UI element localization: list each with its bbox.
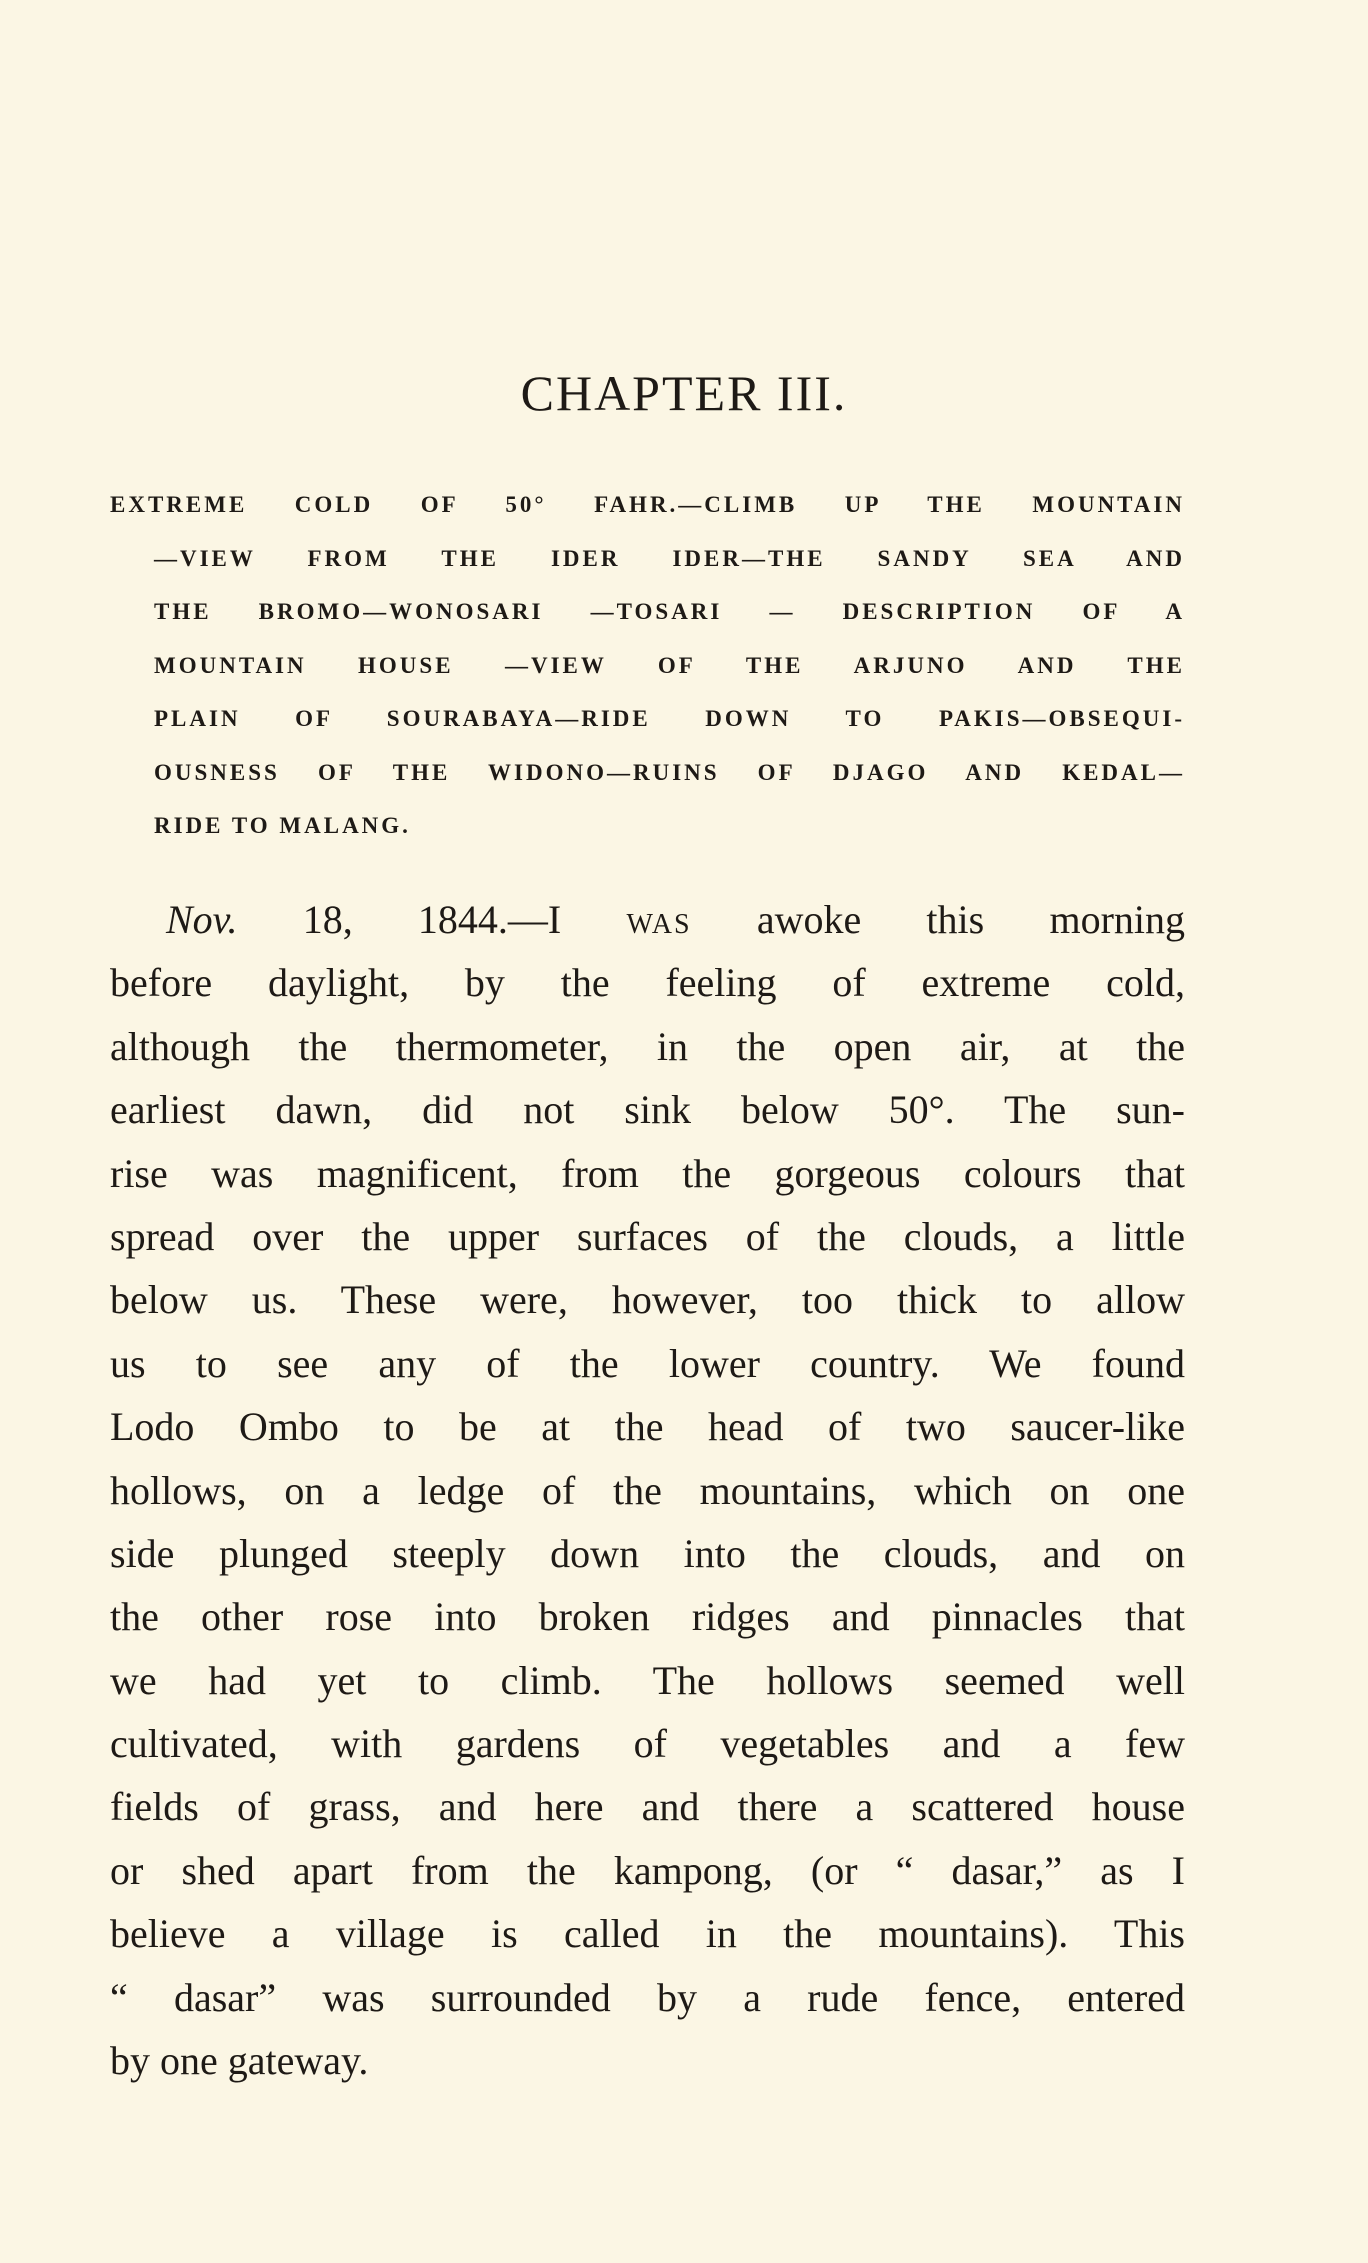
body-line: although the thermometer, in the open air, at the [110,1023,1185,1069]
entry-date: Nov. [166,897,238,942]
summary-line: THE BROMO—WONOSARI —TOSARI — DESCRIPTION OF A [154,599,1185,624]
first-line-tail: awoke this morning [691,897,1185,942]
summary-line: RIDE TO MALANG. [154,813,411,838]
body-line: by one gateway. [110,2038,369,2084]
summary-line: —VIEW FROM THE IDER IDER—THE SANDY SEA AND [154,545,1185,571]
chapter-summary [110,478,1185,853]
body-paragraph [110,888,1185,2092]
summary-line: OUSNESS OF THE WIDONO—RUINS OF DJAGO AND KEDAL— [154,759,1185,785]
body-line: rise was magnificent, from the gorgeous colours that [110,1150,1185,1196]
body-line: believe a village is called in the mountains). This [110,1911,1185,1957]
body-line: us to see any of the lower country. We found [110,1340,1185,1386]
body-line: side plunged steeply down into the clouds, and on [110,1530,1185,1576]
body-line: cultivated, with gardens of vegetables and a few [110,1721,1185,1767]
summary-line: PLAIN OF SOURABAYA—RIDE DOWN TO PAKIS—OBSEQUI- [154,706,1185,731]
body-line: the other rose into broken ridges and pinnacles that [110,1594,1185,1640]
body-line: we had yet to climb. The hollows seemed well [110,1657,1185,1703]
body-line: fields of grass, and here and there a scattered house [110,1784,1185,1830]
body-line: below us. These were, however, too thick to allow [110,1277,1185,1323]
body-line: earliest dawn, did not sink below 50°. The sun- [110,1087,1185,1133]
body-line: Lodo Ombo to be at the head of two saucer-like [110,1404,1185,1450]
body-line: or shed apart from the kampong, (or “ dasar,” as I [110,1847,1185,1893]
body-line: “ dasar” was surrounded by a rude fence, entered [110,1974,1185,2020]
body-line: before daylight, by the feeling of extreme cold, [110,960,1185,1006]
body-line: spread over the upper surfaces of the clouds, a little [110,1213,1185,1259]
chapter-title: CHAPTER III. [520,365,848,421]
summary-line: MOUNTAIN HOUSE —VIEW OF THE ARJUNO AND THE [154,652,1185,678]
body-line: hollows, on a ledge of the mountains, which on one [110,1467,1185,1513]
body-line-first [110,888,1185,951]
first-line-text: 18, 1844.—I [237,897,627,942]
summary-line: EXTREME COLD OF 50° FAHR.—CLIMB UP THE MOUNTAIN [110,492,1185,517]
first-line-smallcaps: was [626,897,692,942]
